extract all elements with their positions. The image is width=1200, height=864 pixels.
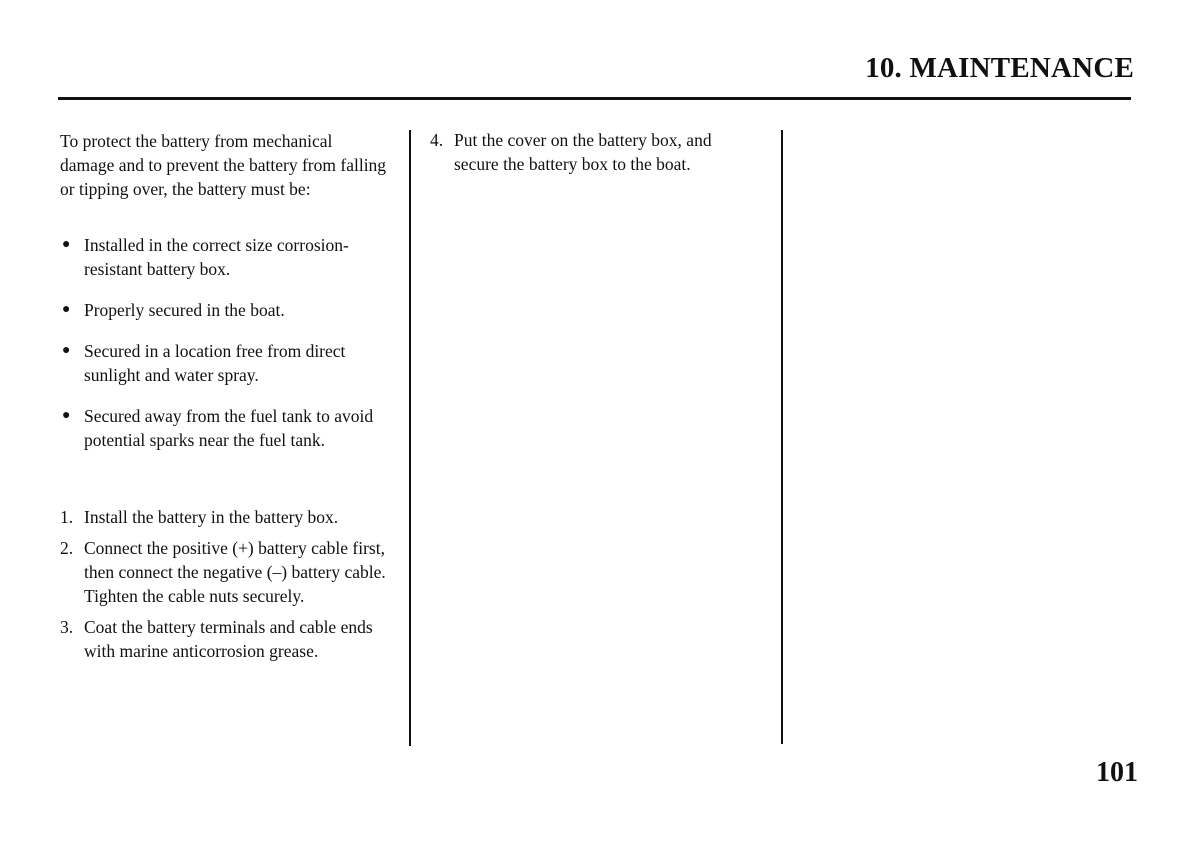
intro-paragraph: To protect the battery from mechanical damage and to prevent the battery from falling or tipping over, the battery must be:	[60, 131, 387, 199]
step-number: 2.	[60, 538, 74, 558]
bullet-icon: ●	[62, 343, 71, 358]
bullet-text: Secured in a location free from direct sunlight and water spray.	[84, 341, 346, 385]
list-item	[60, 404, 390, 452]
list-item	[60, 536, 395, 608]
bullet-text: Secured away from the fuel tank to avoid potential sparks near the fuel tank.	[84, 406, 374, 450]
installation-steps	[60, 505, 395, 670]
step-number: 1.	[60, 507, 74, 527]
bullet-text: Properly secured in the boat.	[84, 300, 285, 320]
list-item	[60, 233, 390, 281]
installation-steps-continued	[430, 128, 760, 183]
bullet-icon: ●	[62, 237, 71, 252]
step-number: 3.	[60, 617, 74, 637]
column-divider-left	[409, 130, 411, 746]
step-text: Coat the battery terminals and cable ends with marine anticorrosion grease.	[84, 617, 373, 661]
step-text: Connect the positive (+) battery cable first, then connect the negative (–) battery cable. Tighten the cable nuts securely.	[84, 538, 386, 606]
step-text: Install the battery in the battery box.	[84, 507, 339, 527]
column-divider-right	[781, 130, 783, 744]
page-number: 101	[1096, 757, 1138, 788]
list-item	[60, 298, 390, 322]
step-number: 4.	[430, 130, 444, 150]
section-title: 10. MAINTENANCE	[865, 52, 1134, 84]
bullet-icon: ●	[62, 408, 71, 423]
list-item	[430, 128, 760, 176]
step-text: Put the cover on the battery box, and secure the battery box to the boat.	[454, 130, 712, 174]
bullet-icon: ●	[62, 302, 71, 317]
bullet-text: Installed in the correct size corrosion-resistant battery box.	[84, 235, 349, 279]
requirements-list	[60, 233, 390, 469]
list-item	[60, 615, 395, 663]
list-item	[60, 505, 395, 529]
header-rule	[58, 97, 1131, 100]
list-item	[60, 339, 390, 387]
